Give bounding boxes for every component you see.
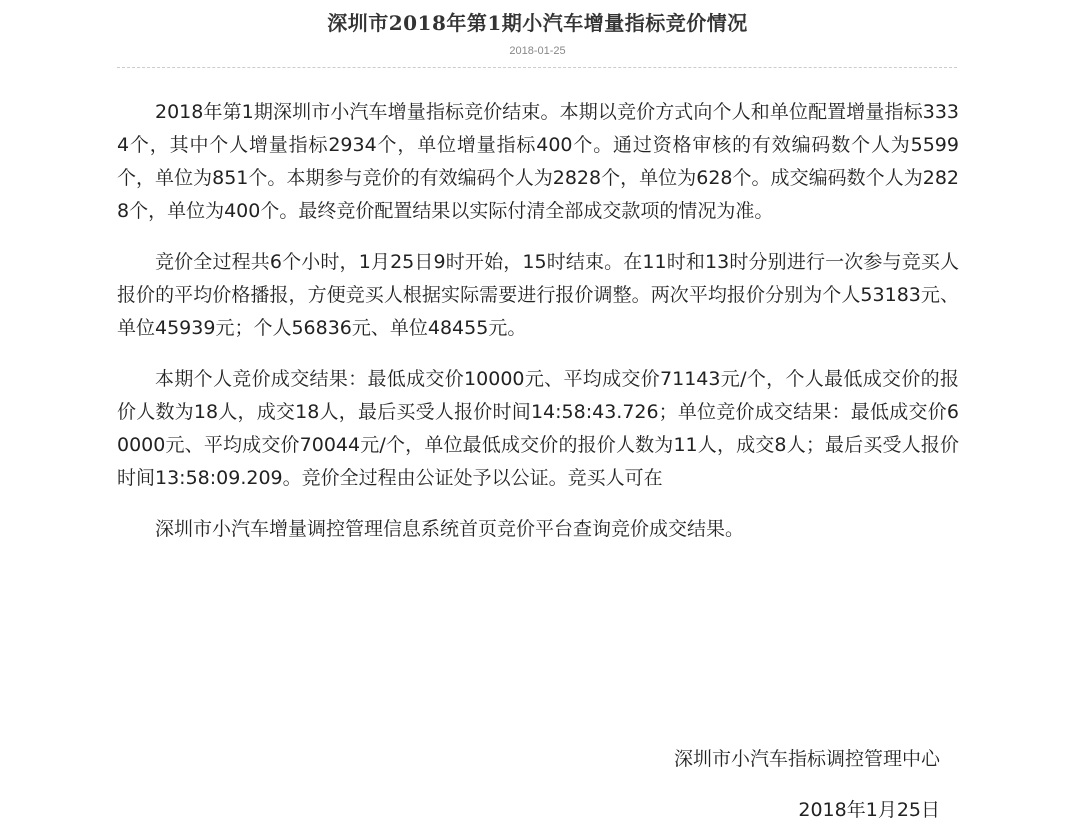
paragraph-results: 本期个人竞价成交结果：最低成交价10000元、平均成交价71143元/个，个人最低成交价的报价人数为18人，成交18人，最后买受人报价时间14:58:43.726；单位竞价成交结果：最低成交价60000元、平均成交价70044元/个，单位最低成交价的报价人数为11人，成交8人；最后买受人报价时间13:58:09.209。竞价全过程由公证处予以公证。竞买人可在 [117,368,959,489]
paragraph-summary: 2018年第1期深圳市小汽车增量指标竞价结束。本期以竞价方式向个人和单位配置增量指标3334个，其中个人增量指标2934个，单位增量指标400个。通过资格审核的有效编码数个人为5599个，单位为851个。本期参与竞价的有效编码个人为2828个，单位为628个。成交编码数个人为2828个，单位为400个。最终竞价配置结果以实际付清全部成交款项的情况为准。 [117,101,959,222]
publish-date: 2018-01-25 [509,45,566,57]
article-body [117,96,959,546]
paragraph-query: 深圳市小汽车增量调控管理信息系统首页竞价平台查询竞价成交结果。 [155,518,745,540]
signature-organization: 深圳市小汽车指标调控管理中心 [673,748,940,770]
article-title: 深圳市2018年第1期小汽车增量指标竞价情况 [327,11,748,35]
signature-date: 2018年1月25日 [798,799,940,821]
paragraph-process: 竞价全过程共6个小时，1月25日9时开始，15时结束。在11时和13时分别进行一次参与竞买人报价的平均价格播报，方便竞买人根据实际需要进行报价调整。两次平均报价分别为个人53183元、单位45939元；个人56836元、单位48455元。 [117,251,959,339]
header-divider [117,67,957,68]
